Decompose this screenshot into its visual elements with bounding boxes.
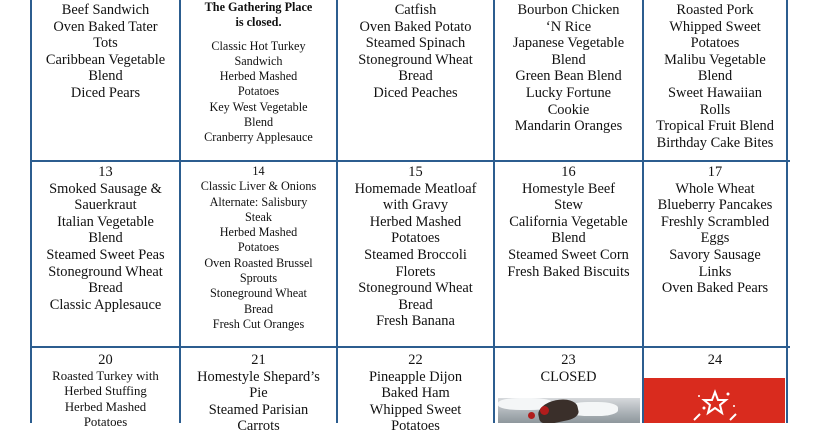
menu-line: Steak [244, 209, 273, 224]
menu-line: Carrots [237, 418, 280, 435]
menu-line: with Gravy [382, 197, 449, 214]
menu-line: Blueberry Pancakes [657, 197, 773, 214]
day-cell [181, 0, 336, 146]
day-cell [495, 164, 642, 280]
menu-line: Potatoes [237, 84, 280, 99]
day-number: 15 [408, 164, 423, 180]
menu-line: Smoked Sausage & [49, 180, 162, 197]
day-cell [32, 353, 179, 431]
menu-line: Sandwich [234, 53, 283, 68]
menu-line: Lucky Fortune [525, 84, 612, 101]
menu-line: Roasted Turkey with [52, 368, 159, 383]
menu-line: Herbed Mashed [219, 69, 298, 84]
menu-line: Caribbean Vegetable [45, 51, 166, 68]
menu-line: Steamed Broccoli [364, 246, 467, 263]
menu-line: Beef Sandwich [61, 2, 150, 18]
menu-line: Eggs [700, 230, 730, 247]
menu-line: Whipped Sweet [369, 401, 462, 418]
menu-line: Oven Baked Tater [53, 18, 158, 35]
menu-line: Potatoes [83, 415, 128, 429]
menu-line: Bread [88, 280, 123, 297]
menu-line: Blend [243, 115, 274, 130]
menu-line: Oven Baked Potato [359, 18, 472, 35]
menu-line: Homestyle Shepard’s [197, 368, 320, 385]
menu-line: Whole Wheat [675, 180, 755, 197]
menu-line: Homemade Meatloaf [354, 180, 477, 197]
menu-line: ‘N Rice [545, 18, 592, 35]
christmas-star-graphic [644, 378, 785, 423]
menu-line: Potatoes [237, 240, 280, 255]
day-number: 16 [561, 164, 576, 180]
menu-line: Malibu Vegetable [664, 51, 766, 68]
menu-line: Stoneground Wheat [210, 286, 307, 301]
menu-line: Stoneground Wheat [358, 280, 473, 297]
menu-line: Savory Sausage [669, 246, 761, 263]
menu-line: Mandarin Oranges [514, 118, 623, 135]
snowy-cardinal-photo [498, 398, 640, 423]
menu-line: Oven Baked Pears [661, 280, 769, 297]
menu-line: Sweet Hawaiian [668, 84, 762, 101]
menu-line: Tropical Fruit Blend [656, 118, 774, 135]
menu-line: Herbed Mashed [64, 399, 147, 414]
menu-line: Pineapple Dijon [368, 368, 463, 385]
menu-line: Blend [88, 68, 123, 85]
menu-line: Italian Vegetable [57, 213, 154, 230]
menu-line: California Vegetable [509, 213, 628, 230]
menu-line: Bread [398, 296, 433, 313]
berry [528, 412, 535, 419]
day-cell [338, 164, 493, 330]
day-cell [181, 164, 336, 332]
day-number: 20 [98, 353, 113, 368]
menu-line: Potatoes [391, 418, 440, 435]
day-number: 13 [98, 164, 113, 180]
menu-line: Blend [697, 68, 733, 85]
day-cell [644, 352, 786, 369]
day-number: 17 [707, 164, 723, 180]
menu-line: Steamed Sweet Corn [508, 246, 629, 263]
menu-line: Whipped Sweet [669, 18, 761, 35]
menu-line: Roasted Pork [676, 2, 754, 18]
grid-line [786, 0, 788, 423]
grid-line [30, 346, 790, 348]
berry [540, 406, 549, 415]
menu-line: Catfish [394, 2, 437, 18]
menu-line: Steamed Parisian [208, 401, 309, 418]
menu-line: Cranberry Applesauce [204, 130, 313, 145]
day-cell [644, 164, 786, 297]
menu-line: Steamed Spinach [365, 35, 466, 52]
menu-line: Rolls [699, 101, 731, 118]
closure-notice: is closed. [235, 15, 282, 30]
menu-line: Bourbon Chicken [517, 2, 620, 18]
menu-line: Classic Liver & Onions [200, 179, 317, 194]
menu-line: Bread [398, 68, 433, 85]
menu-line: Blend [88, 230, 123, 247]
menu-line: Green Bean Blend [515, 68, 622, 85]
menu-line: Stoneground Wheat [48, 263, 163, 280]
menu-line: Potatoes [690, 35, 740, 52]
menu-line: Links [698, 263, 732, 280]
menu-line: Stew [554, 197, 583, 214]
menu-line: Bread [243, 301, 274, 316]
menu-line: Japanese Vegetable [512, 35, 625, 52]
day-cell [495, 352, 642, 385]
menu-line: Tots [93, 35, 118, 52]
menu-line: Cookie [547, 101, 590, 118]
menu-line: Classic Hot Turkey [211, 38, 306, 53]
day-cell [495, 2, 642, 135]
star-icon [644, 378, 785, 423]
menu-line: Pie [249, 385, 268, 402]
closed-label: CLOSED [540, 368, 597, 385]
menu-line: Fresh Banana [376, 313, 455, 330]
day-cell [32, 164, 179, 313]
menu-line: Birthday Cake Bites [656, 134, 774, 151]
menu-line: Herbed Stuffing [64, 384, 147, 398]
day-number: 23 [561, 352, 576, 368]
menu-line: Diced Peaches [373, 84, 458, 101]
day-number: 22 [408, 352, 423, 368]
day-cell [644, 2, 786, 151]
menu-line: Stoneground Wheat [358, 51, 473, 68]
menu-line: Key West Vegetable [209, 99, 308, 114]
menu-line: Fresh Baked Biscuits [507, 263, 630, 280]
menu-line: Herbed Mashed [219, 225, 298, 240]
grid-line [30, 160, 790, 162]
menu-line: Fresh Cut Oranges [212, 316, 305, 331]
menu-line: Florets [395, 263, 436, 280]
day-number: 21 [251, 352, 266, 368]
menu-line: Blend [551, 51, 586, 68]
menu-line: Sauerkraut [74, 197, 137, 214]
day-number: 14 [252, 164, 265, 178]
closure-notice: The Gathering Place [204, 0, 313, 14]
day-cell [32, 2, 179, 102]
menu-line: Oven Roasted Brussel [204, 255, 313, 270]
menu-line: Alternate: Salisbury [209, 194, 308, 209]
menu-line: Potatoes [391, 230, 440, 247]
menu-line: Sprouts [239, 271, 278, 286]
menu-line: Freshly Scrambled [660, 213, 770, 230]
menu-line: Baked Ham [381, 385, 450, 402]
menu-line: Classic Applesauce [49, 296, 162, 313]
menu-line: Herbed Mashed [369, 213, 462, 230]
menu-line: Diced Pears [70, 84, 141, 101]
day-number: 24 [707, 352, 723, 368]
day-cell [338, 2, 493, 102]
menu-line: Blend [551, 230, 586, 247]
menu-line: Steamed Sweet Peas [46, 246, 165, 263]
menu-line: Homestyle Beef [521, 180, 616, 197]
